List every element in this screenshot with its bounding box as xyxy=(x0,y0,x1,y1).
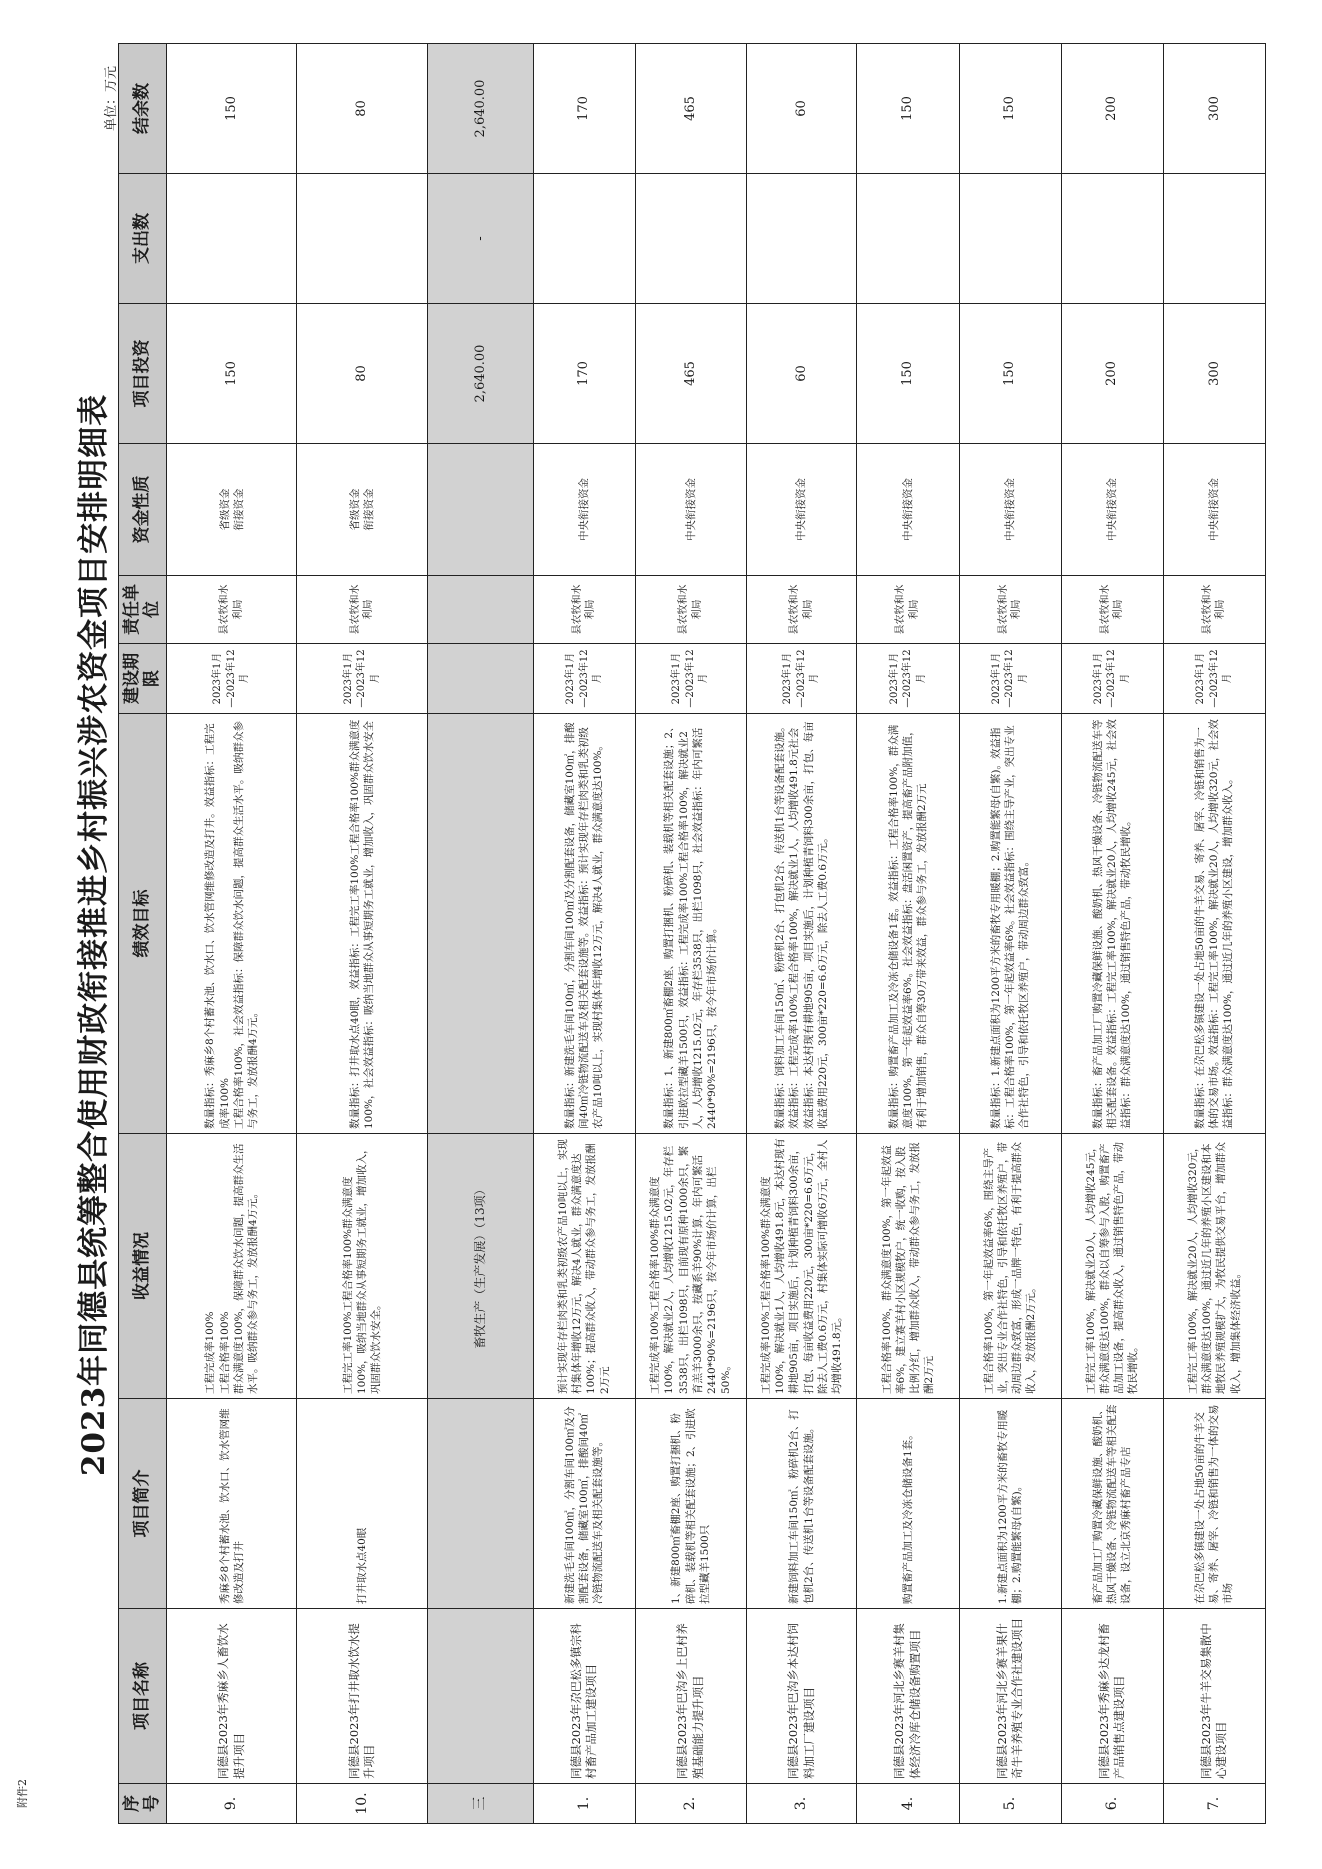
cell-investment: 60 xyxy=(746,304,857,444)
cell-balance: 150 xyxy=(857,44,959,174)
cell-seq: 2. xyxy=(635,1784,746,1824)
cell-period: 2023年1月—2023年12月 xyxy=(857,644,959,714)
cell-benefit: 工程完工率100%，解决就业20人，人均增收320元，群众满意度达100%，通过近几年的养殖小区建设和本地牧民养殖规模扩大，为牧民提供交易平台，增加群众收入，增加集体经济收益。 xyxy=(1163,1134,1265,1399)
cell-period: 2023年1月—2023年12月 xyxy=(1163,644,1265,714)
cell-fund-type: 中央衔接资金 xyxy=(959,444,1061,576)
cell-balance: 170 xyxy=(533,44,635,174)
cell-goal: 数量指标：1、新建800㎡畜棚2座、购置打捆机、粉碎机、装载机等相关配套设施；2、引进欧拉型藏羊1500只，效益指标：工程完成率100%工程合格率100%，解决就业2人，人均增收1215.02元，年存栏3538只，出栏1098只，社会效益指标：年内可繁活2440*90%=2196只，按今年市场价计算。 xyxy=(635,714,746,1134)
cell-investment: 150 xyxy=(167,304,297,444)
table-row xyxy=(635,44,746,1824)
cell-period: 2023年1月—2023年12月 xyxy=(1061,644,1163,714)
cell-intro: 1.新建点面积为1200平方米的畜牧专用暖棚；2.购置能繁母(自繁)。 xyxy=(959,1399,1061,1609)
cell-fund-type: 省级资金 衔接资金 xyxy=(297,444,427,576)
cell-intro: 1、新建800㎡畜棚2座、购置打捆机、粉碎机、装载机等相关配套设施；2、引进欧拉型藏羊1500只 xyxy=(635,1399,746,1609)
cell-seq: 9. xyxy=(167,1784,297,1824)
cell-benefit: 工程完成率100% 工程合格率100% 群众满意度100%，保障群众饮水问题，提高群众生活水平。吸纳群众参与务工，发放报酬4万元。 xyxy=(167,1134,297,1399)
section-empty xyxy=(427,714,533,1134)
header-intro: 项目简介 xyxy=(119,1399,167,1609)
section-seq: 三 xyxy=(427,1784,533,1824)
cell-owner: 县农牧和水利局 xyxy=(1061,576,1163,644)
cell-intro: 购置畜产品加工及冷冻仓储设备1套。 xyxy=(857,1399,959,1609)
section-investment: 2,640.00 xyxy=(427,304,533,444)
cell-investment: 170 xyxy=(533,304,635,444)
cell-balance: 150 xyxy=(959,44,1061,174)
cell-expenditure xyxy=(533,174,635,304)
cell-benefit: 工程完工率100%，解决就业20人，人均增收245元，群众满意度达100%，群众以自筹参与入股，购置畜产品加工设备，提高群众收入，通过销售特色产品，带动牧民增收。 xyxy=(1061,1134,1163,1399)
header-fund-type: 资金性质 xyxy=(119,444,167,576)
table-row xyxy=(857,44,959,1824)
section-label: 畜牧生产（生产发展）（13项） xyxy=(427,1134,533,1399)
section-empty xyxy=(427,644,533,714)
header-name: 项目名称 xyxy=(119,1609,167,1784)
table-row xyxy=(746,44,857,1824)
table-row xyxy=(1163,44,1265,1824)
fund-allocation-table xyxy=(118,43,1266,1824)
rotated-page xyxy=(60,40,1280,1830)
cell-name: 同德县2023年牛羊交易集散中心建设项目 xyxy=(1163,1609,1265,1784)
cell-goal: 数量指标：打井取水点40眼，效益指标：工程完工率100%工程合格率100%群众满意度100%，社会效益指标：吸纳当地群众从事短期务工就业，增加收入，巩固群众饮水安全 xyxy=(297,714,427,1134)
cell-goal: 数量指标：畜产品加工厂购置冷藏保鲜设施、酸奶机、热风干燥设备、冷链物流配送车等相关配套设备。效益指标：工程完工率100%，解决就业20人，人均增收245元，社会效益指标：群众满意度达100%，通过销售特色产品，带动牧民增收。 xyxy=(1061,714,1163,1134)
cell-owner: 县农牧和水利局 xyxy=(857,576,959,644)
cell-seq: 1. xyxy=(533,1784,635,1824)
cell-goal: 数量指标：秀麻乡8个村蓄水池、饮水口、饮水管网维修改造及打井。效益指标：工程完成率100% 工程合格率100%，社会效益指标：保障群众饮水问题，提高群众生活水平。吸纳群众参与务工，发放报酬4万元。 xyxy=(167,714,297,1134)
cell-intro: 新建饲料加工车间150㎡、粉碎机2台、打包机2台、传送机1台等设备配套设施。 xyxy=(746,1399,857,1609)
cell-goal: 数量指标：在尕巴松多镇建设一处占地50亩的牛羊交易、寄养、屠宰、冷链和销售为一体的交易市场。效益指标：工程完工率100%，解决就业20人，人均增收320元，社会效益指标：群众满意度达100%，通过近几年的养殖小区建设，增加群众收入。 xyxy=(1163,714,1265,1134)
cell-expenditure xyxy=(959,174,1061,304)
cell-expenditure xyxy=(297,174,427,304)
table-row xyxy=(959,44,1061,1824)
cell-benefit: 工程合格率100%，群众满意度100%，第一年起效益率6%，建立赛羊村小区规模牧户，统一收购，按入股比例分红，增加群众收入，带动群众参与务工，发放报酬2万元 xyxy=(857,1134,959,1399)
section-expenditure: - xyxy=(427,174,533,304)
header-owner: 责任单位 xyxy=(119,576,167,644)
cell-owner: 县农牧和水利局 xyxy=(167,576,297,644)
cell-expenditure xyxy=(635,174,746,304)
cell-investment: 200 xyxy=(1061,304,1163,444)
cell-owner: 县农牧和水利局 xyxy=(959,576,1061,644)
cell-fund-type: 中央衔接资金 xyxy=(857,444,959,576)
cell-name: 同德县2023年秀麻乡达龙村畜产品销售点建设项目 xyxy=(1061,1609,1163,1784)
cell-balance: 200 xyxy=(1061,44,1163,174)
cell-benefit: 工程完成率100%工程合格率100%群众满意度100%，解决就业2人，人均增收1215.02元，年存栏3538只，出栏1098只，目前现有原种1000余只，繁育羔羊3000余只，按藏系羊90%计算，年内可繁活2440*90%=2196只，按今年市场价计算，出栏50%。 xyxy=(635,1134,746,1399)
section-empty xyxy=(427,576,533,644)
cell-intro: 畜产品加工厂购置冷藏保鲜设施、酸奶机、热风干燥设备、冷链物流配送车等相关配套设备，设立北京秀麻村畜产品专店 xyxy=(1061,1399,1163,1609)
section-empty xyxy=(427,444,533,576)
cell-balance: 465 xyxy=(635,44,746,174)
cell-benefit: 工程完成率100%工程合格率100%群众满意度100%，解决就业1人，人均增收491.8元，本达村现有耕地905亩，项目实施后，计划种植青饲料300余亩，打包、每亩收益费用220元，300亩*220=6.6万元，除去人工费0.6万元，村集体实际可增收6万元，全村人均增收491.8元。 xyxy=(746,1134,857,1399)
cell-owner: 县农牧和水利局 xyxy=(746,576,857,644)
cell-period: 2023年1月—2023年12月 xyxy=(297,644,427,714)
cell-investment: 300 xyxy=(1163,304,1265,444)
cell-period: 2023年1月—2023年12月 xyxy=(635,644,746,714)
cell-owner: 县农牧和水利局 xyxy=(297,576,427,644)
cell-name: 同德县2023年打井取水饮水提升项目 xyxy=(297,1609,427,1784)
cell-expenditure xyxy=(1163,174,1265,304)
cell-name: 同德县2023年河北乡赛羊村集体经济冷库仓储设备购置项目 xyxy=(857,1609,959,1784)
cell-expenditure xyxy=(746,174,857,304)
attachment-label: 附件2 xyxy=(16,1779,29,1808)
header-investment: 项目投资 xyxy=(119,304,167,444)
cell-fund-type: 中央衔接资金 xyxy=(533,444,635,576)
cell-owner: 县农牧和水利局 xyxy=(533,576,635,644)
table-row xyxy=(533,44,635,1824)
table-row xyxy=(167,44,297,1824)
header-benefit: 收益情况 xyxy=(119,1134,167,1399)
cell-name: 同德县2023年河北乡赛羊果什奇牛羊养殖专业合作社建设项目 xyxy=(959,1609,1061,1784)
cell-fund-type: 中央衔接资金 xyxy=(746,444,857,576)
cell-goal: 数量指标：1.新建点面积为1200平方米的畜牧专用暖棚；2.购置能繁母(自繁)。效益指标：工程合格率100%，第一年起效益率6%。社会效益指标：围绕主导产业，突出专业合作社特色，引导和依托牧区养殖户，带动周边群众致富。 xyxy=(959,714,1061,1134)
cell-intro: 新建洗毛车间100㎡，分割车间100㎡及分割配套设备，储藏室100㎡，排酸间40㎡冷链物流配送车及相关配套设施等。 xyxy=(533,1399,635,1609)
cell-seq: 7. xyxy=(1163,1784,1265,1824)
header-goal: 绩效目标 xyxy=(119,714,167,1134)
cell-period: 2023年1月—2023年12月 xyxy=(167,644,297,714)
cell-fund-type: 中央衔接资金 xyxy=(635,444,746,576)
section-row xyxy=(427,44,533,1824)
cell-benefit: 工程合格率100%，第一年起效益率6%，围绕主导产业，突出专业合作社特色，引导和依托牧区养殖户，带动周边群众致富，形成一品牌一特色，有利于提高群众收入，发放报酬2万元。 xyxy=(959,1134,1061,1399)
cell-period: 2023年1月—2023年12月 xyxy=(533,644,635,714)
cell-balance: 300 xyxy=(1163,44,1265,174)
cell-name: 同德县2023年尕巴松多镇宗科村畜产品加工建设项目 xyxy=(533,1609,635,1784)
cell-expenditure xyxy=(167,174,297,304)
cell-fund-type: 省级资金 衔接资金 xyxy=(167,444,297,576)
cell-seq: 6. xyxy=(1061,1784,1163,1824)
cell-fund-type: 中央衔接资金 xyxy=(1163,444,1265,576)
unit-label: 单位：万元 xyxy=(104,66,119,132)
cell-owner: 县农牧和水利局 xyxy=(635,576,746,644)
cell-seq: 5. xyxy=(959,1784,1061,1824)
document-title: 2023年同德县统筹整合使用财政衔接推进乡村振兴涉农资金项目安排明细表 xyxy=(76,393,112,1477)
cell-intro: 打井取水点40眼 xyxy=(297,1399,427,1609)
cell-investment: 150 xyxy=(959,304,1061,444)
header-row xyxy=(119,44,167,1824)
cell-seq: 3. xyxy=(746,1784,857,1824)
cell-expenditure xyxy=(857,174,959,304)
cell-owner: 县农牧和水利局 xyxy=(1163,576,1265,644)
cell-seq: 10. xyxy=(297,1784,427,1824)
cell-benefit: 工程完工率100%工程合格率100%群众满意度100%，吸纳当地群众从事短期务工就业，增加收入，巩固群众饮水安全。 xyxy=(297,1134,427,1399)
cell-investment: 80 xyxy=(297,304,427,444)
header-expenditure: 支出数 xyxy=(119,174,167,304)
header-period: 建设期限 xyxy=(119,644,167,714)
table-row xyxy=(1061,44,1163,1824)
header-seq: 序号 xyxy=(119,1784,167,1824)
cell-benefit: 预计实现年存栏肉类和乳类初级农产品10吨以上，实现村集体年增收12万元，解决4人就业，群众满意度达100%；提高群众收入，带动群众参与务工，发放报酬2万元 xyxy=(533,1134,635,1399)
cell-goal: 数量指标：饲料加工车间150㎡、粉碎机2台、打包机2台、传送机1台等设备配套设施。效益指标：工程完成率100%工程合格率100%，解决就业1人，人均增收491.8元社会效益指标：本达村现有耕地905亩，项目实施后，计划种植青饲料300余亩，打包、每亩收益费用220元，300亩*220=6.6万元，除去人工费0.6万元。 xyxy=(746,714,857,1134)
cell-investment: 465 xyxy=(635,304,746,444)
cell-balance: 150 xyxy=(167,44,297,174)
table-row xyxy=(297,44,427,1824)
cell-seq: 4. xyxy=(857,1784,959,1824)
cell-fund-type: 中央衔接资金 xyxy=(1061,444,1163,576)
cell-name: 同德县2023年秀麻乡人畜饮水提升项目 xyxy=(167,1609,297,1784)
cell-balance: 80 xyxy=(297,44,427,174)
cell-balance: 60 xyxy=(746,44,857,174)
cell-goal: 数量指标：购置畜产品加工及冷冻仓储设备1套。效益指标：工程合格率100%，群众满意度100%，第一年起效益率6%。社会效益指标：盘活闲置资产，提高畜产品附加值，有利于增加销售，群众自筹30万带来效益，群众参与务工，发放报酬2万元 xyxy=(857,714,959,1134)
section-empty xyxy=(427,1399,533,1609)
table-body xyxy=(167,44,1266,1824)
cell-intro: 在尕巴松多镇建设一处占地50亩的牛羊交易、寄养、屠宰、冷链和销售为一体的交易市场 xyxy=(1163,1399,1265,1609)
cell-period: 2023年1月—2023年12月 xyxy=(746,644,857,714)
header-balance: 结余数 xyxy=(119,44,167,174)
cell-name: 同德县2023年巴沟乡本达村饲料加工厂建设项目 xyxy=(746,1609,857,1784)
cell-expenditure xyxy=(1061,174,1163,304)
section-balance: 2,640.00 xyxy=(427,44,533,174)
cell-name: 同德县2023年巴沟乡上巴村养殖基础能力提升项目 xyxy=(635,1609,746,1784)
cell-goal: 数量指标：新建洗毛车间100㎡，分割车间100㎡及分割配套设备，储藏室100㎡，排酸间40㎡冷链物流配送车及相关配套设施等。效益指标：预计实现年存栏肉类和乳类初级农产品10吨以上，实现村集体年增收12万元，解决4人就业，群众满意度达100%。 xyxy=(533,714,635,1134)
cell-investment: 150 xyxy=(857,304,959,444)
cell-period: 2023年1月—2023年12月 xyxy=(959,644,1061,714)
cell-intro: 秀麻乡8个村蓄水池、饮水口、饮水管网维修改造及打井 xyxy=(167,1399,297,1609)
section-empty xyxy=(427,1609,533,1784)
